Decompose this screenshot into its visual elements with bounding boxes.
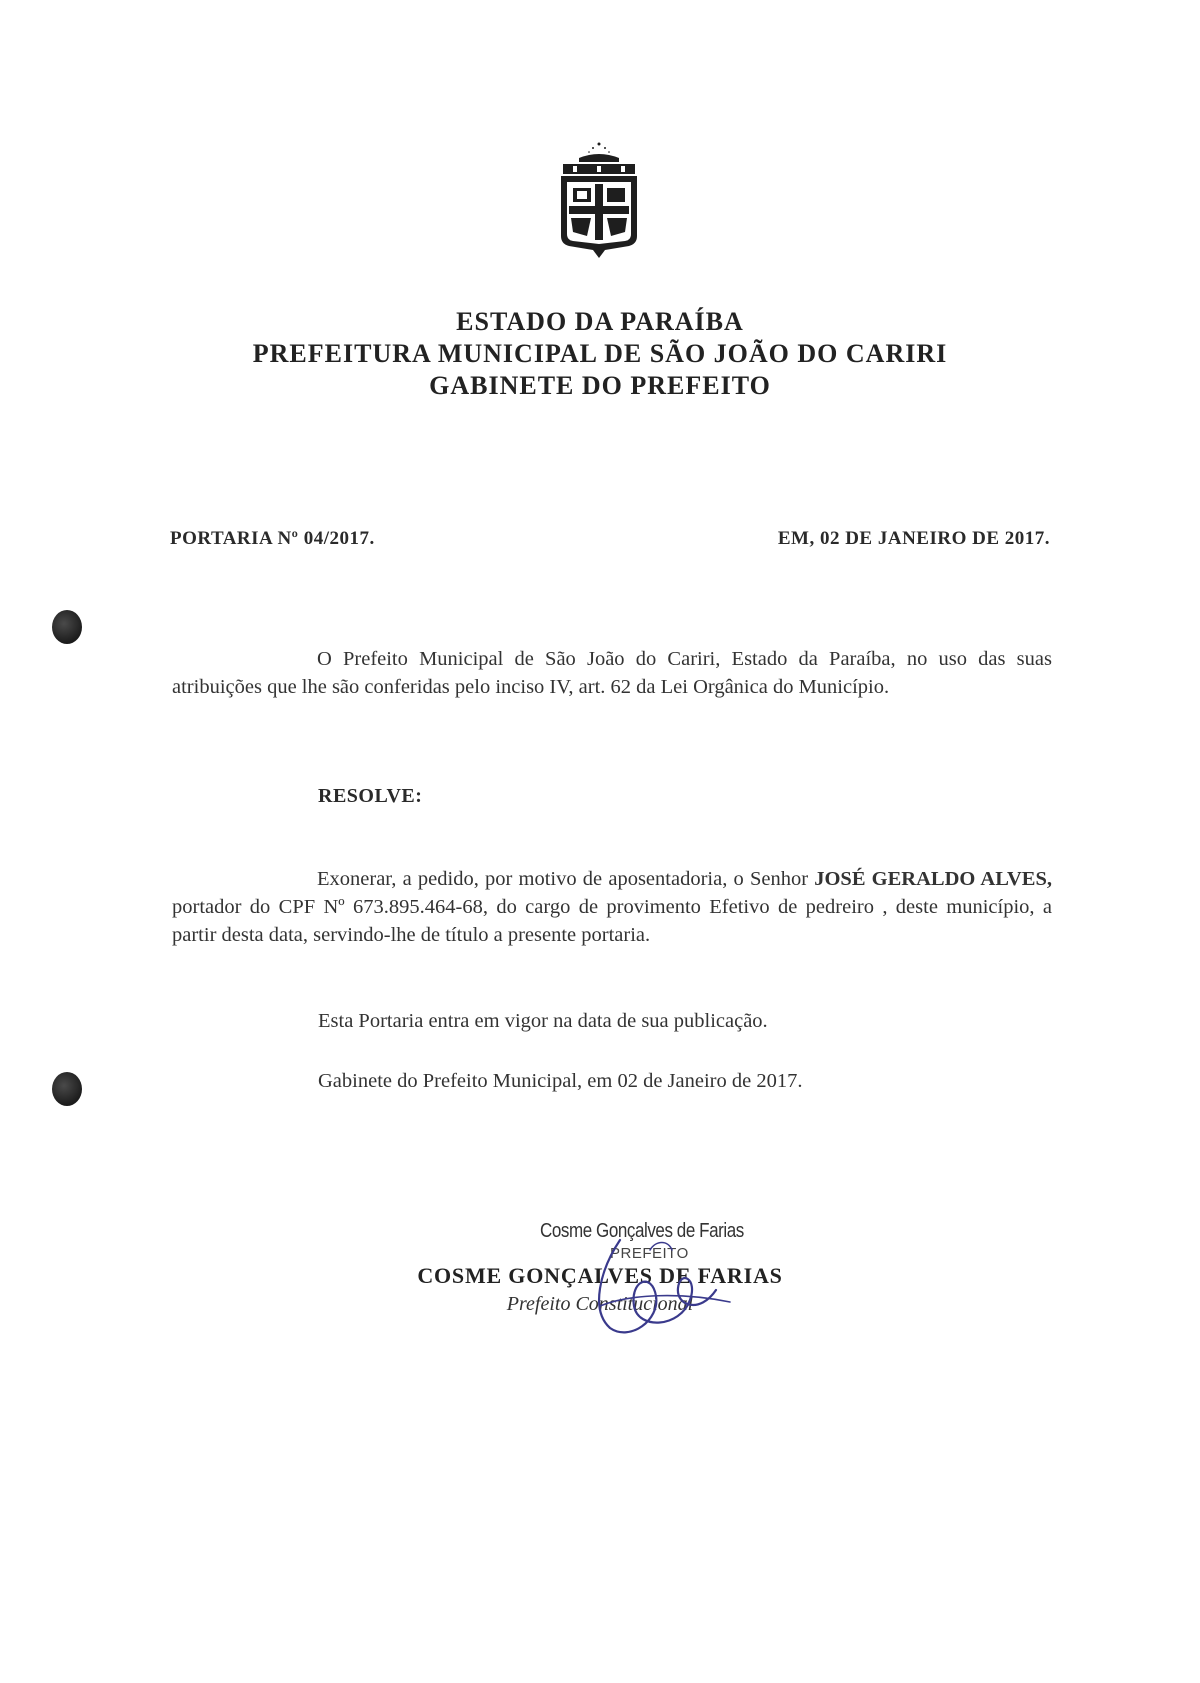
header-prefecture: PREFEITURA MUNICIPAL DE SÃO JOÃO DO CARIRI bbox=[252, 339, 948, 368]
signature-stamp-role: PREFEITO bbox=[610, 1245, 689, 1262]
header-state: ESTADO DA PARAÍBA bbox=[456, 307, 744, 336]
decision-paragraph bbox=[172, 865, 1052, 949]
preamble-text: O Prefeito Municipal de São João do Cariri, Estado da Paraíba, no uso das suas atribuições que lhe são conferidas pelo inciso IV, art. 62 da Lei Orgânica do Município. bbox=[172, 648, 1052, 698]
resolve-heading: RESOLVE: bbox=[318, 785, 423, 807]
decision-text-end: portador do CPF Nº 673.895.464-68, do cargo de provimento Efetivo de pedreiro , deste município, a partir desta data, servindo-lhe de título a presente portaria. bbox=[172, 896, 1052, 946]
portaria-number: PORTARIA Nº 04/2017. bbox=[170, 528, 375, 549]
decision-text-start: Exonerar, a pedido, por motivo de aposentadoria, o Senhor bbox=[317, 868, 815, 890]
municipal-crest-icon bbox=[551, 140, 647, 264]
effect-statement: Esta Portaria entra em vigor na data de sua publicação. bbox=[318, 1010, 768, 1032]
signer-title: Prefeito Constitucional bbox=[506, 1293, 694, 1315]
handwritten-signature-icon bbox=[560, 1210, 760, 1350]
signer-name: COSME GONÇALVES DE FARIAS bbox=[417, 1263, 783, 1288]
decision-person-name: JOSÉ GERALDO ALVES, bbox=[814, 868, 1052, 890]
signature-stamp-name: Cosme Gonçalves de Farias bbox=[540, 1220, 744, 1242]
preamble-paragraph bbox=[172, 645, 1052, 701]
closing-statement: Gabinete do Prefeito Municipal, em 02 de Janeiro de 2017. bbox=[318, 1070, 803, 1092]
punch-hole-top bbox=[52, 610, 82, 644]
punch-hole-bottom bbox=[52, 1072, 82, 1106]
portaria-date: EM, 02 DE JANEIRO DE 2017. bbox=[777, 528, 1050, 549]
header-office: GABINETE DO PREFEITO bbox=[429, 371, 771, 400]
